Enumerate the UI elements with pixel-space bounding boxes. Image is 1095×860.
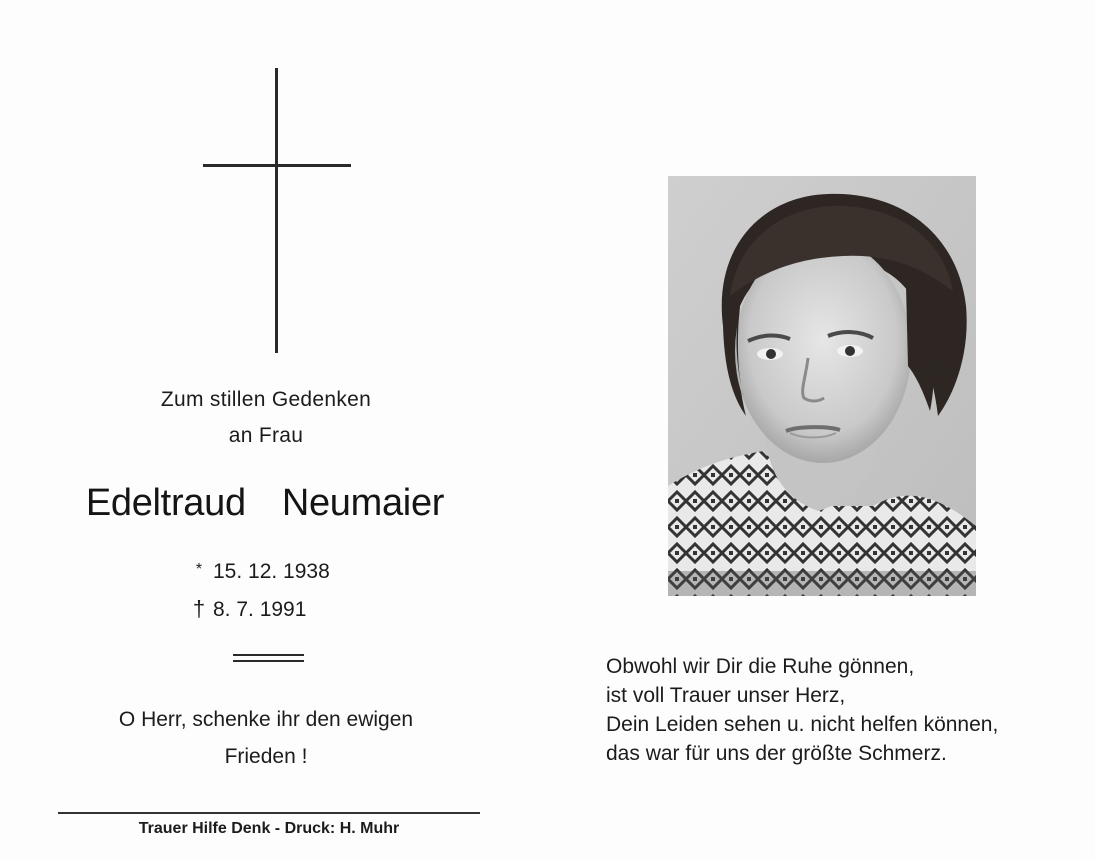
portrait-photo — [668, 176, 976, 596]
birth-date: 15. 12. 1938 — [213, 560, 330, 583]
intro-line-2: an Frau — [228, 424, 304, 447]
last-name: Neumaier — [281, 482, 445, 524]
death-date: 8. 7. 1991 — [213, 598, 307, 621]
prayer-line-2: Frieden ! — [224, 745, 308, 768]
life-dates — [185, 560, 330, 632]
printer-credit: Trauer Hilfe Denk - Druck: H. Muhr — [138, 820, 400, 837]
double-rule-top — [233, 654, 304, 656]
double-rule-bottom — [233, 660, 304, 662]
death-date-row — [185, 596, 330, 632]
prayer-line-1: O Herr, schenke ihr den ewigen — [118, 708, 414, 731]
poem-line-4: das war für uns der größte Schmerz. — [606, 742, 947, 765]
cross-vertical-bar — [275, 68, 278, 353]
intro-line-1: Zum stillen Gedenken — [160, 388, 372, 411]
birth-date-row — [185, 560, 330, 596]
deceased-name — [40, 482, 490, 525]
memorial-poem — [606, 652, 998, 768]
portrait-illustration — [668, 176, 976, 596]
poem-line-3: Dein Leiden sehen u. nicht helfen können, — [606, 713, 999, 736]
first-name: Edeltraud — [85, 482, 246, 524]
footer-divider — [58, 812, 480, 814]
birth-symbol: * — [195, 561, 203, 578]
poem-line-1: Obwohl wir Dir die Ruhe gönnen, — [606, 655, 915, 678]
death-symbol: † — [192, 596, 206, 621]
poem-line-2: ist voll Trauer unser Herz, — [606, 684, 846, 707]
cross-horizontal-bar — [203, 164, 351, 167]
